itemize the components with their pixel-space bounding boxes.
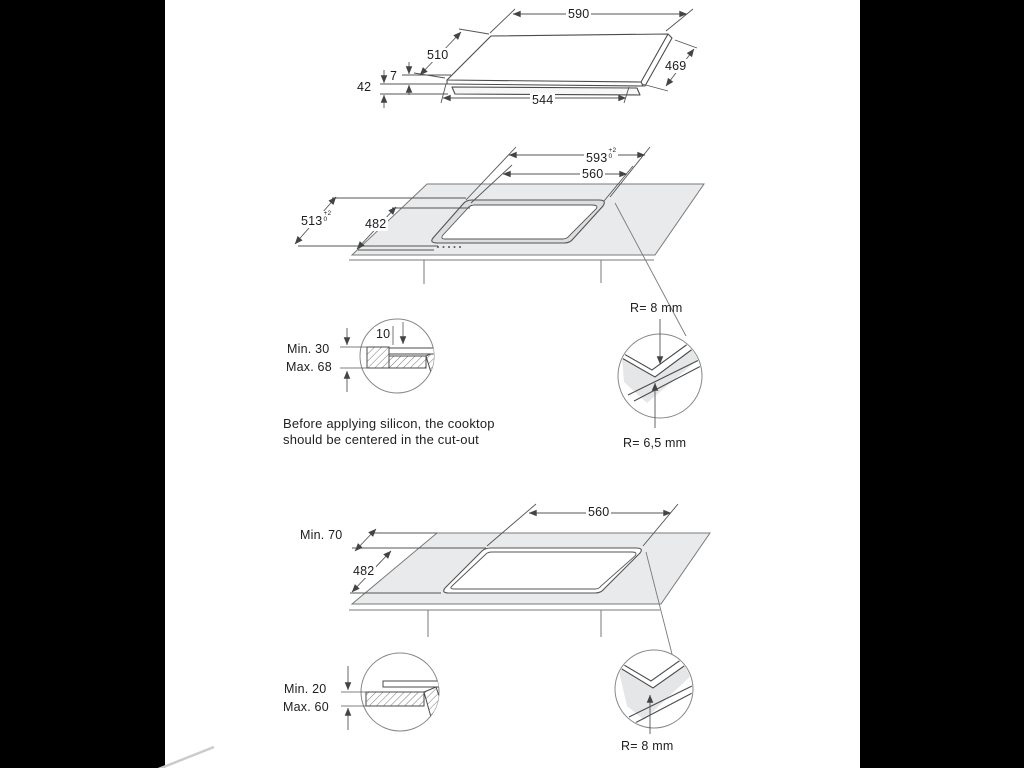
dim-glass-thickness: 7 <box>390 69 398 83</box>
radius-bottom-label: R= 8 mm <box>621 739 674 753</box>
dim-flush-cutout-depth: 482 <box>353 564 375 578</box>
cutout-depth-tolerance: +2 0 <box>323 210 332 223</box>
dim-body-height: 42 <box>357 80 372 94</box>
edge-section-detail-top <box>340 319 448 393</box>
radius-outer-label: R= 8 mm <box>630 301 683 315</box>
flush-view-drawing <box>349 533 710 654</box>
dim-glass-width: 560 <box>582 167 604 181</box>
min-thickness-bottom-label: Min. 20 <box>284 682 327 696</box>
dim-flush-cutout-width: 560 <box>588 505 610 519</box>
dim-overhang: 10 <box>376 327 391 341</box>
silicon-note-line1: Before applying silicon, the cooktop <box>283 416 495 431</box>
page-corner-mark <box>156 747 214 768</box>
edge-section-detail-bottom <box>341 653 447 731</box>
dim-cutout-width <box>584 148 618 165</box>
dim-bottom-width: 544 <box>532 93 554 107</box>
min-thickness-top-label: Min. 30 <box>287 342 330 356</box>
dim-left-depth: 510 <box>427 48 449 62</box>
cutout-width-tolerance: +2 0 <box>608 147 617 160</box>
corner-radius-detail-bottom <box>614 650 698 734</box>
cutout-width-value: 593 <box>586 151 608 165</box>
dim-glass-depth: 482 <box>365 217 387 231</box>
iso-cooktop-drawing <box>447 34 672 95</box>
max-thickness-bottom-label: Max. 60 <box>283 700 329 714</box>
dim-top-width: 590 <box>568 7 590 21</box>
dim-right-depth: 469 <box>665 59 687 73</box>
silicon-note-line2: should be centered in the cut-out <box>283 432 479 447</box>
max-thickness-top-label: Max. 68 <box>286 360 332 374</box>
dim-cutout-depth <box>299 211 333 228</box>
corner-radius-detail <box>617 319 703 428</box>
dim-rear-clearance: Min. 70 <box>300 528 343 542</box>
radius-inner-label: R= 6,5 mm <box>623 436 687 450</box>
cutout-depth-value: 513 <box>301 214 323 228</box>
